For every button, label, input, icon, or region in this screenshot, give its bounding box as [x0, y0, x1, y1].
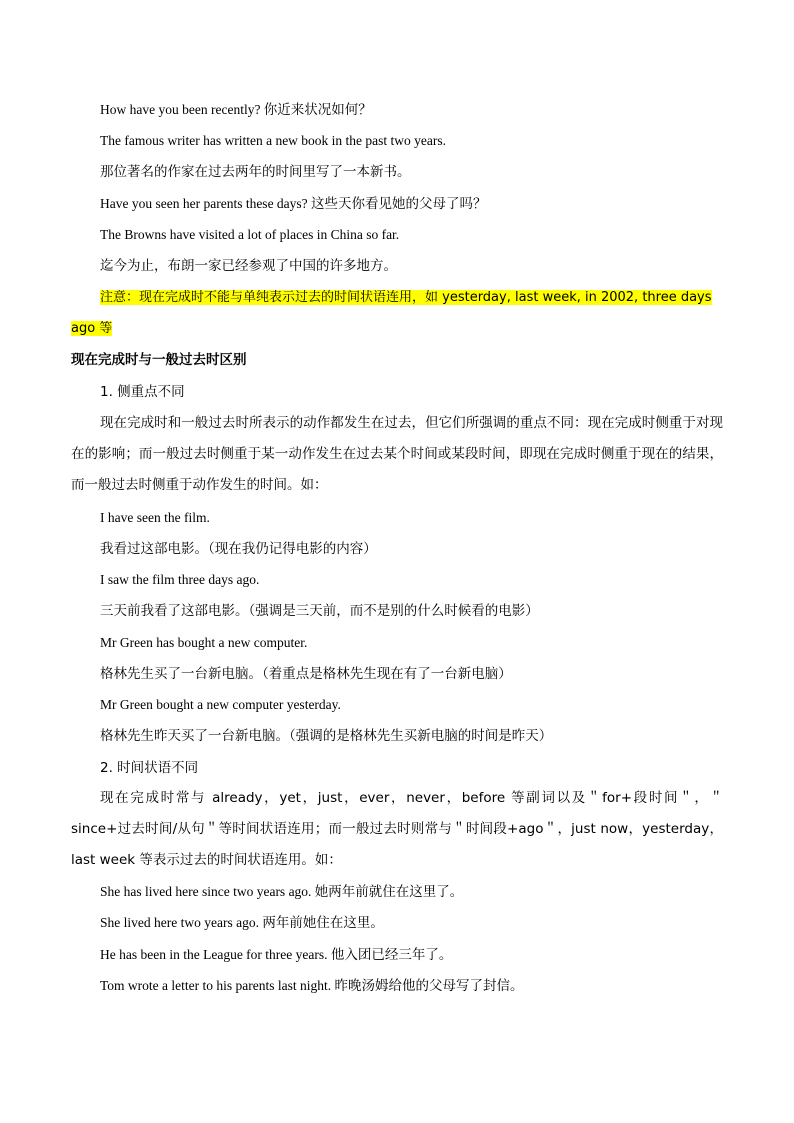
point-paragraph: 现在完成时和一般过去时所表示的动作都发生在过去，但它们所强调的重点不同：现在完成时侧重于对现在的影响；而一般过去时侧重于某一动作发生在过去某个时间或某段时间，即现在完成时侧重于现在的结果，而一般过去时侧重于动作发生的时间。如： — [71, 415, 723, 493]
example-translation: 格林先生昨天买了一台新电脑。（强调的是格林先生买新电脑的时间是昨天） — [100, 728, 553, 744]
example-sentence: I have seen the film. — [100, 510, 210, 525]
example-sentence: The Browns have visited a lot of places in China so far. — [100, 227, 400, 242]
note-paragraph — [71, 282, 725, 344]
example-sentence: How have you been recently? 你近来状况如何？ — [100, 102, 372, 117]
example-sentence: Have you seen her parents these days? 这些天你看见她的父母了吗？ — [100, 196, 487, 211]
example-sentence: I saw the film three days ago. — [100, 572, 260, 587]
example-translation: 三天前我看了这部电影。（强调是三天前，而不是别的什么时候看的电影） — [100, 603, 539, 619]
section-title: 现在完成时与一般过去时区别 — [71, 352, 247, 368]
example-translation: 格林先生买了一台新电脑。（着重点是格林先生现在有了一台新电脑） — [100, 666, 512, 682]
example-translation: 那位著名的作家在过去两年的时间里写了一本新书。 — [100, 164, 411, 180]
example-sentence: Tom wrote a letter to his parents last night. 昨晚汤姆给他的父母写了封信。 — [100, 978, 524, 993]
point-heading: 2. 时间状语不同 — [100, 760, 199, 776]
example-sentence: Mr Green bought a new computer yesterday. — [100, 697, 341, 712]
example-sentence: She has lived here since two years ago. 她两年前就住在这里了。 — [100, 884, 464, 899]
example-translation: 迄今为止，布朗一家已经参观了中国的许多地方。 — [100, 258, 397, 274]
example-translation: 我看过这部电影。（现在我仍记得电影的内容） — [100, 541, 377, 557]
point-paragraph: 现在完成时常与 already，yet，just，ever，never，before 等副词以及＂for+段时间＂，＂since+过去时间/从句＂等时间状语连用；而一般过去时则常与＂时间段+ago＂，just now，yesterday，last week 等表示过去的时间状语连用。如： — [71, 790, 723, 868]
note-highlight: 注意：现在完成时不能与单纯表示过去的时间状语连用，如 yesterday, last week, in 2002, three days ago 等 — [71, 290, 712, 336]
example-sentence: She lived here two years ago. 两年前她住在这里。 — [100, 915, 384, 930]
example-sentence: Mr Green has bought a new computer. — [100, 635, 308, 650]
example-sentence: The famous writer has written a new book in the past two years. — [100, 133, 447, 148]
point-heading: 1. 侧重点不同 — [100, 384, 185, 400]
example-sentence: He has been in the League for three years. 他入团已经三年了。 — [100, 947, 453, 962]
